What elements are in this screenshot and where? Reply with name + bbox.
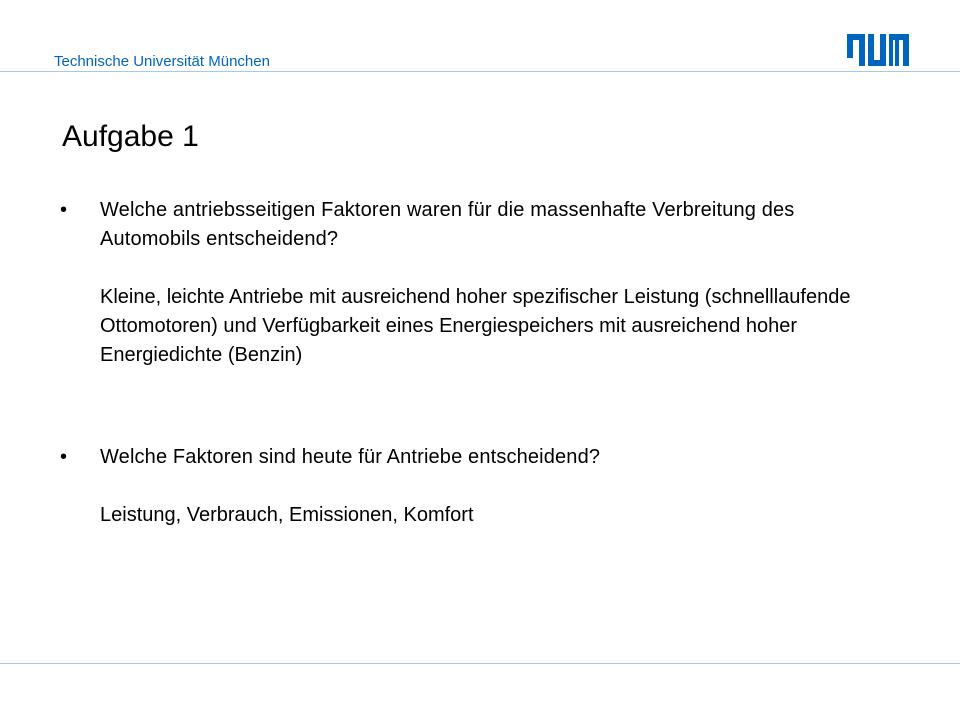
header-divider xyxy=(0,71,960,72)
bullet-question: Welche Faktoren sind heute für Antriebe entscheidend? xyxy=(100,446,601,468)
institution-name: Technische Universität München xyxy=(54,53,270,70)
bullet-question: Welche antriebsseitigen Faktoren waren für die massenhafte Verbreitung des Automobils entscheidend? xyxy=(100,199,795,250)
bullet-body xyxy=(100,443,890,530)
bullet-answer: Kleine, leichte Antriebe mit ausreichend hoher spezifischer Leistung (schnelllaufende Ottomotoren) und Verfügbarkeit eines Energiespeichers mit ausreichend hoher Energiedichte (Benzin) xyxy=(100,286,851,366)
slide-title: Aufgabe 1 xyxy=(62,120,199,153)
bullet-body xyxy=(100,196,890,370)
bullet-icon: • xyxy=(60,446,68,468)
footer-divider xyxy=(0,663,960,664)
tum-logo-icon xyxy=(847,34,909,66)
bullet-icon: • xyxy=(60,199,68,221)
bullet-answer: Leistung, Verbrauch, Emissionen, Komfort xyxy=(100,504,474,526)
